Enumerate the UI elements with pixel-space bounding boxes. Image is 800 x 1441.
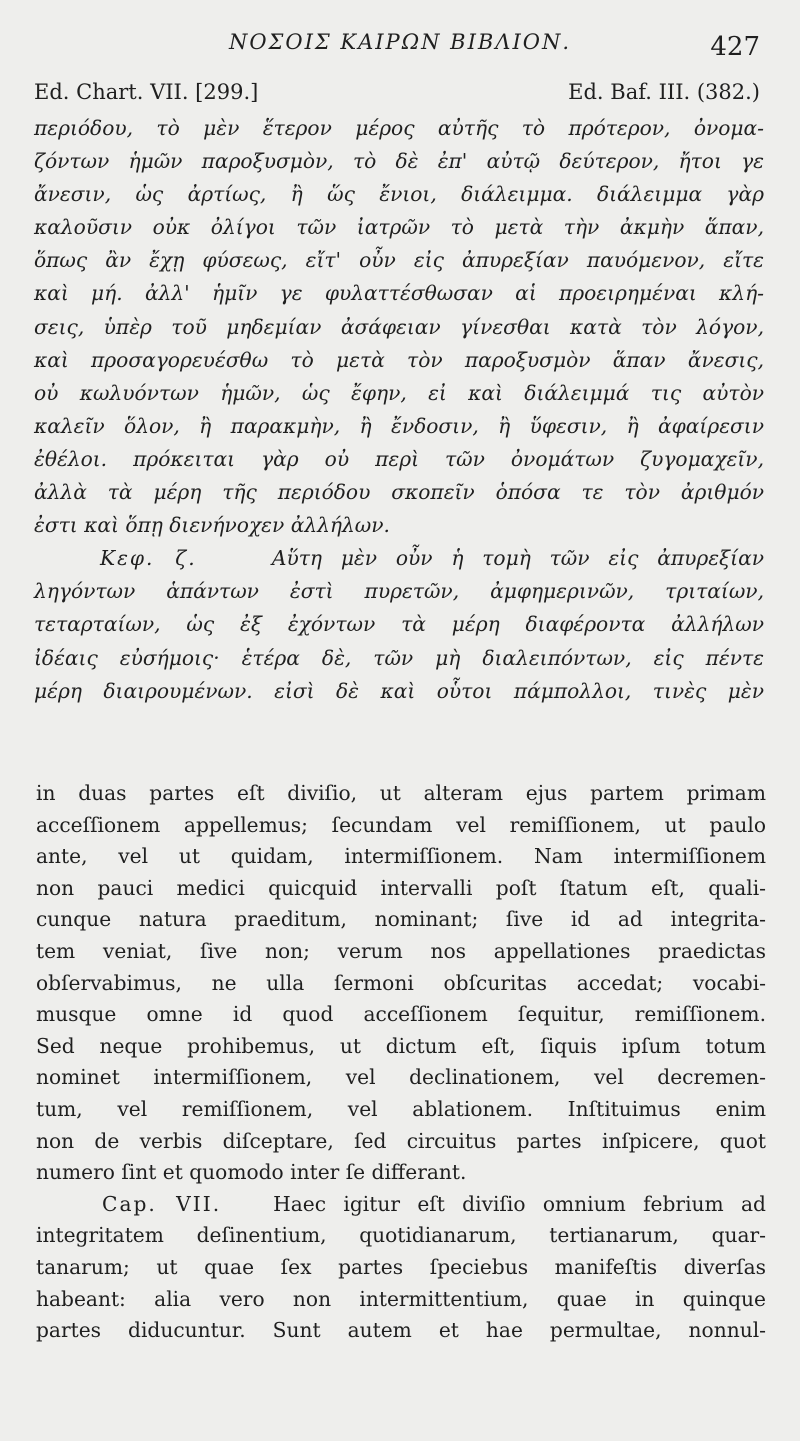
text-line: nominet intermiſſionem, vel declinationem, vel decremen- <box>36 1065 766 1090</box>
page-number: 427 <box>710 32 760 62</box>
text-line: ληγόντων ἁπάντων ἐστὶ πυρετῶν, ἀμφημερινῶν, τριταίων, <box>34 579 764 604</box>
edition-reference-right: Ed. Baf. III. (382.) <box>568 80 760 104</box>
text-line: tum, vel remiſſionem, vel ablationem. Inſtituimus enim <box>36 1096 766 1121</box>
text-line: καὶ προσαγορευέσθω τὸ μετὰ τὸν παροξυσμὸν ἅπαν ἄνεσις, <box>34 347 764 372</box>
text-line: ἰδέαις εὐσήμοις· ἑτέρα δὲ, τῶν μὴ διαλειπόντων, εἰς πέντε <box>34 645 764 670</box>
text-line: partes diducuntur. Sunt autem et hae permultae, nonnul- <box>36 1318 766 1343</box>
text-line: habeant: alia vero non intermittentium, quae in quinque <box>36 1286 766 1311</box>
text-line: obſervabimus, ne ulla ſermoni obſcuritas accedat; vocabi- <box>36 970 766 995</box>
text-line: Sed neque prohibemus, ut dictum eſt, ſiquis ipſum totum <box>36 1033 766 1058</box>
text-line: καλοῦσιν οὐκ ὀλίγοι τῶν ἰατρῶν τὸ μετὰ τὴν ἀκμὴν ἅπαν, <box>34 215 764 240</box>
text-line: ἀλλὰ τὰ μέρη τῆς περιόδου σκοπεῖν ὁπόσα τε τὸν ἀριθμόν <box>34 480 764 505</box>
text-line: ἄνεσιν, ὡς ἀρτίως, ἢ ὥς ἔνιοι, διάλειμμα. διάλειμμα γὰρ <box>34 182 764 207</box>
text-line: non pauci medici quicquid intervalli poſt ſtatum eſt, quali- <box>36 875 766 900</box>
text-line: τεταρταίων, ὡς ἐξ ἐχόντων τὰ μέρη διαφέροντα ἀλλήλων <box>34 612 764 637</box>
text-line: ἐθέλοι. πρόκειται γὰρ οὐ περὶ τῶν ὀνομάτων ζυγομαχεῖν, <box>34 446 764 471</box>
text-line: acceſſionem appellemus; ſecundam vel remiſſionem, ut paulo <box>36 812 766 837</box>
text-line: καὶ μή. ἀλλ' ἡμῖν γε φυλαττέσθωσαν αἱ προειρημέναι κλή- <box>34 281 764 306</box>
text-line: ante, vel ut quidam, intermiſſionem. Nam intermiſſionem <box>36 844 766 869</box>
chapter-label: Cap. VII. <box>102 1191 222 1216</box>
text-line: tanarum; ut quae ſex partes ſpeciebus manifeſtis diverſas <box>36 1254 766 1279</box>
text-line: καλεῖν ὅλον, ἢ παρακμὴν, ἢ ἔνδοσιν, ἢ ὕφεσιν, ἢ ἀφαίρεσιν <box>34 413 764 438</box>
text-line: μέρη διαιρουμένων. εἰσὶ δὲ καὶ οὗτοι πάμπολλοι, τινὲς μὲν <box>34 678 764 703</box>
latin-text-block <box>36 778 766 1347</box>
chapter-first-line <box>36 1189 766 1221</box>
text-line: cunque natura praeditum, nominant; ſive id ad integrita- <box>36 907 766 932</box>
chapter-line-text: Αὕτη μὲν οὖν ἡ τομὴ τῶν εἰς ἀπυρεξίαν <box>271 546 764 571</box>
text-line: musque omne id quod acceſſionem ſequitur, remiſſionem. <box>36 1002 766 1027</box>
text-line: tem veniat, ſive non; verum nos appellationes praedictas <box>36 938 766 963</box>
text-line: non de verbis diſceptare, ſed circuitus partes inſpicere, quot <box>36 1128 766 1153</box>
text-line: ἐστι καὶ ὅπῃ διενήνοχεν ἀλλήλων. <box>34 513 390 538</box>
edition-reference-left: Ed. Chart. VII. [299.] <box>34 80 259 104</box>
text-line: περιόδου, τὸ μὲν ἕτερον μέρος αὐτῆς τὸ πρότερον, ὀνομα- <box>34 116 764 140</box>
text-line: in duas partes eſt diviſio, ut alteram ejus partem primam <box>36 781 766 805</box>
text-line: ζόντων ἡμῶν παροξυσμὸν, τὸ δὲ ἐπ' αὐτῷ δεύτερον, ἤτοι γε <box>34 149 764 174</box>
greek-text-block <box>34 112 764 708</box>
chapter-first-line <box>34 542 764 575</box>
chapter-line-text: Haec igitur eſt diviſio omnium febrium ad <box>273 1191 766 1216</box>
text-line: σεις, ὑπὲρ τοῦ μηδεμίαν ἀσάφειαν γίνεσθαι κατὰ τὸν λόγον, <box>34 314 764 339</box>
text-line: ὅπως ἂν ἔχῃ φύσεως, εἴτ' οὖν εἰς ἀπυρεξίαν παυόμενον, εἴτε <box>34 248 764 273</box>
text-line: integritatem deſinentium, quotidianarum, tertianarum, quar- <box>36 1223 766 1248</box>
text-line: οὐ κωλυόντων ἡμῶν, ὡς ἔφην, εἰ καὶ διάλειμμά τις αὐτὸν <box>34 380 764 405</box>
text-line: numero ſint et quomodo inter ſe differant. <box>36 1160 467 1185</box>
running-title: ΝΟΣΟΙΣ ΚΑΙΡΩΝ ΒΙΒΛΙΟΝ. <box>228 30 572 54</box>
chapter-label: Κεφ. ζ. <box>100 546 197 571</box>
